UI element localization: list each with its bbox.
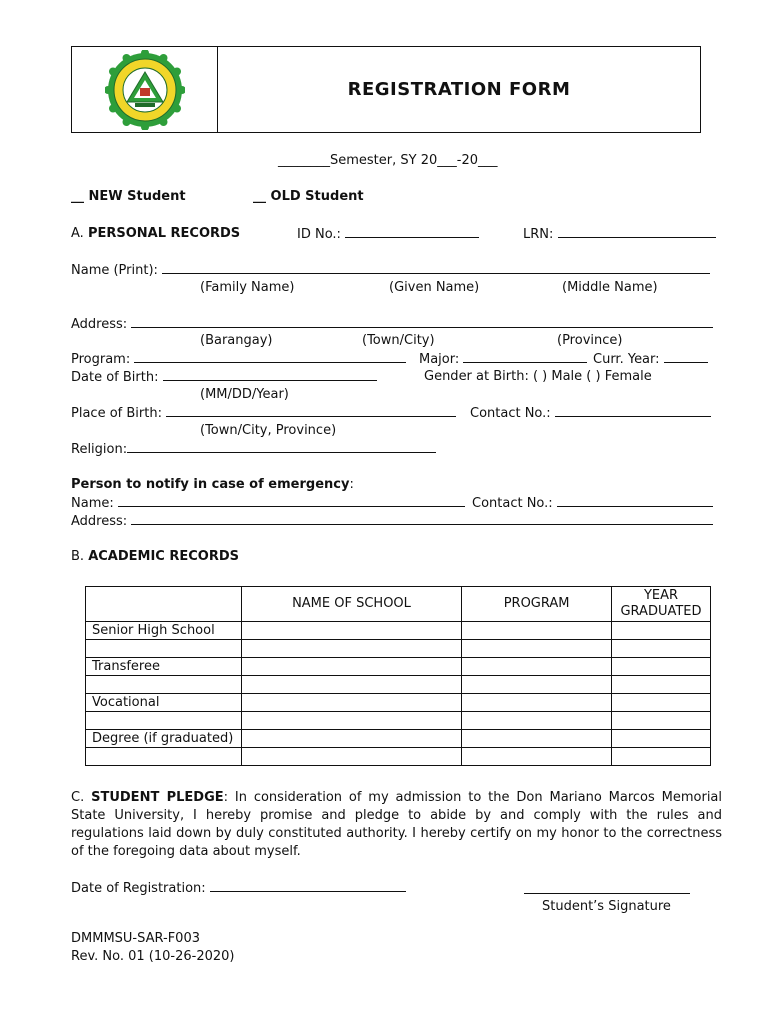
religion-field[interactable] [71, 441, 436, 457]
dob-line[interactable] [163, 369, 377, 381]
header-box [71, 46, 701, 133]
major-field[interactable] [419, 351, 587, 367]
new-student-option[interactable]: __ NEW Student [71, 189, 186, 204]
curr-year-label: Curr. Year: [593, 352, 660, 367]
id-number-line[interactable] [345, 226, 479, 238]
row-label: Senior High School [86, 622, 242, 640]
section-c-letter: C. [71, 790, 85, 805]
address-label: Address: [71, 317, 128, 332]
section-a-letter: A. [71, 226, 84, 241]
table-row [86, 640, 711, 658]
curr-year-field[interactable] [593, 351, 708, 367]
pob-line[interactable] [166, 405, 456, 417]
section-a-heading [71, 226, 240, 241]
program-cell[interactable] [462, 694, 612, 712]
year-cell[interactable] [611, 712, 710, 730]
id-number-field[interactable] [297, 226, 479, 242]
registration-date-line[interactable] [210, 880, 406, 892]
province-hint: (Province) [557, 333, 623, 348]
emergency-contact-label: Contact No.: [472, 496, 553, 511]
religion-line[interactable] [127, 441, 436, 453]
name-label: Name (Print): [71, 263, 158, 278]
contact-field[interactable] [470, 405, 711, 421]
section-c-title: STUDENT PLEDGE [91, 790, 224, 805]
program-cell[interactable] [462, 640, 612, 658]
contact-line[interactable] [555, 405, 711, 417]
school-cell[interactable] [241, 712, 461, 730]
section-b-heading [71, 549, 239, 564]
school-cell[interactable] [241, 658, 461, 676]
year-cell[interactable] [611, 622, 710, 640]
table-header-row [86, 587, 711, 622]
program-cell[interactable] [462, 658, 612, 676]
emergency-heading [71, 477, 354, 492]
lrn-field[interactable] [523, 226, 716, 242]
dob-hint: (MM/DD/Year) [200, 387, 289, 402]
school-cell[interactable] [241, 730, 461, 748]
table-row [86, 730, 711, 748]
row-label [86, 640, 242, 658]
gender-at-birth[interactable]: Gender at Birth: ( ) Male ( ) Female [424, 369, 652, 384]
column-header [86, 587, 242, 622]
table-row [86, 676, 711, 694]
dob-field[interactable] [71, 369, 377, 385]
table-row [86, 748, 711, 766]
row-label: Transferee [86, 658, 242, 676]
major-line[interactable] [463, 351, 587, 363]
pob-label: Place of Birth: [71, 406, 162, 421]
year-cell[interactable] [611, 640, 710, 658]
program-cell[interactable] [462, 622, 612, 640]
school-cell[interactable] [241, 748, 461, 766]
academic-records-table [85, 586, 711, 766]
religion-label: Religion: [71, 442, 128, 457]
semester-line: ________Semester, SY 20___-20___ [278, 153, 498, 168]
emergency-colon: : [349, 477, 354, 492]
year-cell[interactable] [611, 676, 710, 694]
revision-number: Rev. No. 01 (10-26-2020) [71, 949, 235, 964]
pledge-text: : In consideration of my admission to the Don Mariano Marcos Memorial State University, I hereby promise and pledge to abide by and comply with the rules and regulations laid down by duly constituted authority. I hereby certify on my honor to the correctness of the foregoing data about myself. [71, 790, 723, 859]
section-b-letter: B. [71, 549, 85, 564]
address-line[interactable] [131, 316, 713, 328]
year-cell[interactable] [611, 730, 710, 748]
school-cell[interactable] [241, 640, 461, 658]
year-cell[interactable] [611, 748, 710, 766]
row-label [86, 676, 242, 694]
signature-label: Student’s Signature [542, 899, 671, 914]
emergency-contact-line[interactable] [557, 495, 713, 507]
family-name-hint: (Family Name) [200, 280, 295, 295]
column-header-school: NAME OF SCHOOL [241, 587, 461, 622]
row-label [86, 712, 242, 730]
major-label: Major: [419, 352, 460, 367]
emergency-address-line[interactable] [131, 513, 713, 525]
section-b-title: ACADEMIC RECORDS [88, 549, 240, 564]
town-city-hint: (Town/City) [362, 333, 435, 348]
year-cell[interactable] [611, 694, 710, 712]
logo-cell [72, 47, 218, 132]
emergency-address-label: Address: [71, 514, 128, 529]
school-cell[interactable] [241, 622, 461, 640]
section-a-title: PERSONAL RECORDS [87, 226, 241, 241]
curr-year-line[interactable] [664, 351, 708, 363]
university-seal-icon [105, 50, 185, 130]
registration-date-field[interactable] [71, 880, 406, 896]
program-cell[interactable] [462, 730, 612, 748]
emergency-title: Person to notify in case of emergency [71, 477, 350, 492]
program-cell[interactable] [462, 748, 612, 766]
old-student-option[interactable]: __ OLD Student [253, 189, 364, 204]
year-cell[interactable] [611, 658, 710, 676]
table-row [86, 712, 711, 730]
school-cell[interactable] [241, 676, 461, 694]
emergency-address-field[interactable] [71, 513, 713, 529]
address-field[interactable] [71, 316, 713, 332]
program-field[interactable] [71, 351, 406, 367]
lrn-line[interactable] [558, 226, 716, 238]
student-pledge [71, 789, 722, 861]
table-row [86, 622, 711, 640]
name-line[interactable] [162, 262, 710, 274]
program-cell[interactable] [462, 676, 612, 694]
table-row [86, 694, 711, 712]
lrn-label: LRN: [523, 227, 554, 242]
column-header-year: YEAR GRADUATED [611, 587, 710, 622]
row-label: Degree (if graduated) [86, 730, 242, 748]
pob-field[interactable] [71, 405, 456, 421]
program-label: Program: [71, 352, 131, 367]
emergency-name-label: Name: [71, 496, 114, 511]
registration-date-label: Date of Registration: [71, 881, 206, 896]
emergency-name-line[interactable] [118, 495, 465, 507]
id-number-label: ID No.: [297, 227, 341, 242]
school-cell[interactable] [241, 694, 461, 712]
row-label [86, 748, 242, 766]
form-title: REGISTRATION FORM [347, 79, 571, 100]
middle-name-hint: (Middle Name) [562, 280, 658, 295]
dob-label: Date of Birth: [71, 370, 159, 385]
emergency-contact-field[interactable] [472, 495, 713, 511]
barangay-hint: (Barangay) [200, 333, 273, 348]
table-row [86, 658, 711, 676]
column-header-program: PROGRAM [462, 587, 612, 622]
emergency-name-field[interactable] [71, 495, 465, 511]
form-code: DMMMSU-SAR-F003 [71, 931, 200, 946]
signature-line[interactable] [524, 880, 690, 894]
row-label: Vocational [86, 694, 242, 712]
program-line[interactable] [134, 351, 406, 363]
program-cell[interactable] [462, 712, 612, 730]
pob-hint: (Town/City, Province) [200, 423, 337, 438]
name-field[interactable] [71, 262, 710, 278]
given-name-hint: (Given Name) [389, 280, 480, 295]
contact-label: Contact No.: [470, 406, 551, 421]
